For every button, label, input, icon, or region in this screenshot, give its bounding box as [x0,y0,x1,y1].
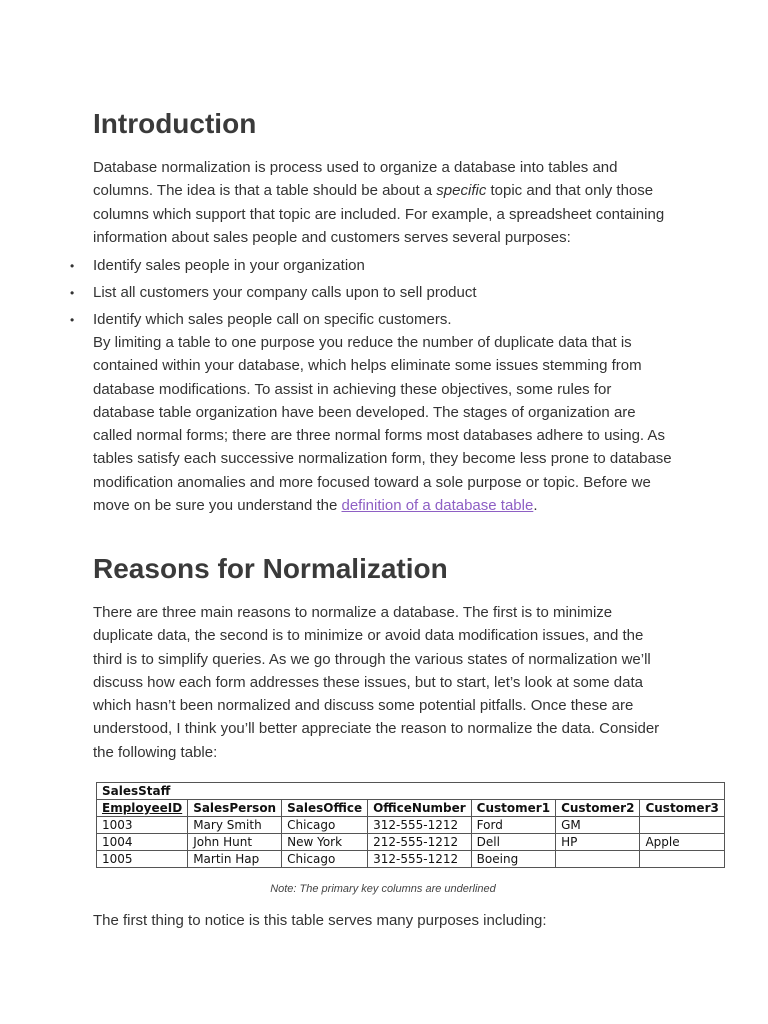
table-cell [640,851,724,868]
table-cell: HP [556,834,640,851]
table-cell: 1003 [97,817,188,834]
bullet-icon: • [70,286,75,300]
table-cell [556,851,640,868]
table-cell: John Hunt [188,834,282,851]
table-cell: Boeing [471,851,555,868]
column-header-officenumber: OfficeNumber [368,800,472,817]
column-header-customer1: Customer1 [471,800,555,817]
table-cell: 312-555-1212 [368,817,472,834]
table-row [97,817,725,834]
list-item: • Identify which sales people call on specific customers. [70,311,452,328]
heading-introduction: Introduction [93,108,257,139]
list-item: • List all customers your company calls upon to sell product [70,284,477,301]
table-cell: Chicago [282,851,368,868]
table-cell: GM [556,817,640,834]
table-cell: Apple [640,834,724,851]
reasons-paragraph: There are three main reasons to normalize a database. The first is to minimize duplicate data, the second is to minimize or avoid data modification issues, and the third is to simplify queries. As we go through the various states of normalization we’ll discuss how each form addresses these issues, but to start, let’s look at some data which hasn’t been normalized and discuss some potential pitfalls. Once these are understood, I think you’ll better appreciate the reason to normalize the data. Consider the following table: [93,604,660,761]
table-cell: Ford [471,817,555,834]
emphasis-specific: specific [436,182,487,200]
table-cell: 312-555-1212 [368,851,472,868]
limiting-paragraph: By limiting a table to one purpose you reduce the number of duplicate data that is contained within your database, which helps eliminate some issues stemming from database modifications. To assist in achieving these objectives, some rules for database table organization have been developed. The stages of organization are called normal forms; there are three normal forms most databases adhere to using. As tables satisfy each successive normalization form, they become less prone to database modification anomalies and more focused toward a sole purpose or topic. Before we move on be sure you understand the definition of a database table. [93,334,672,515]
database-table-definition-link[interactable]: definition of a database table [341,497,534,515]
table-row [97,834,725,851]
table-cell: Mary Smith [188,817,282,834]
intro-paragraph: Database normalization is process used to organize a database into tables and columns. The idea is that a table should be about a specific topic and that only those columns which support that topic are included. For example, a spreadsheet containing information about sales people and customers serves several purposes: [93,159,665,246]
table-cell: New York [282,834,368,851]
column-header-customer2: Customer2 [556,800,640,817]
table-cell [640,817,724,834]
table-note: Note: The primary key columns are underlined [270,883,496,895]
sales-staff-table [96,782,725,868]
closing-paragraph: The first thing to notice is this table serves many purposes including: [93,912,547,929]
table-title-row [97,783,725,800]
table-cell: Dell [471,834,555,851]
table-row [97,851,725,868]
table-cell: 1005 [97,851,188,868]
bullet-icon: • [70,313,75,327]
column-header-salesoffice: SalesOffice [282,800,368,817]
table-cell: Martin Hap [188,851,282,868]
table-cell: Chicago [282,817,368,834]
table-cell: 1004 [97,834,188,851]
table-title: SalesStaff [97,783,725,800]
list-item: • Identify sales people in your organization [70,257,365,274]
column-header-salesperson: SalesPerson [188,800,282,817]
bullet-icon: • [70,259,75,273]
column-header-customer3: Customer3 [640,800,724,817]
column-header-employeeid: EmployeeID [97,800,188,817]
table-header-row [97,800,725,817]
purpose-list [70,257,673,329]
table-cell: 212-555-1212 [368,834,472,851]
heading-reasons-for-normalization: Reasons for Normalization [93,553,448,584]
